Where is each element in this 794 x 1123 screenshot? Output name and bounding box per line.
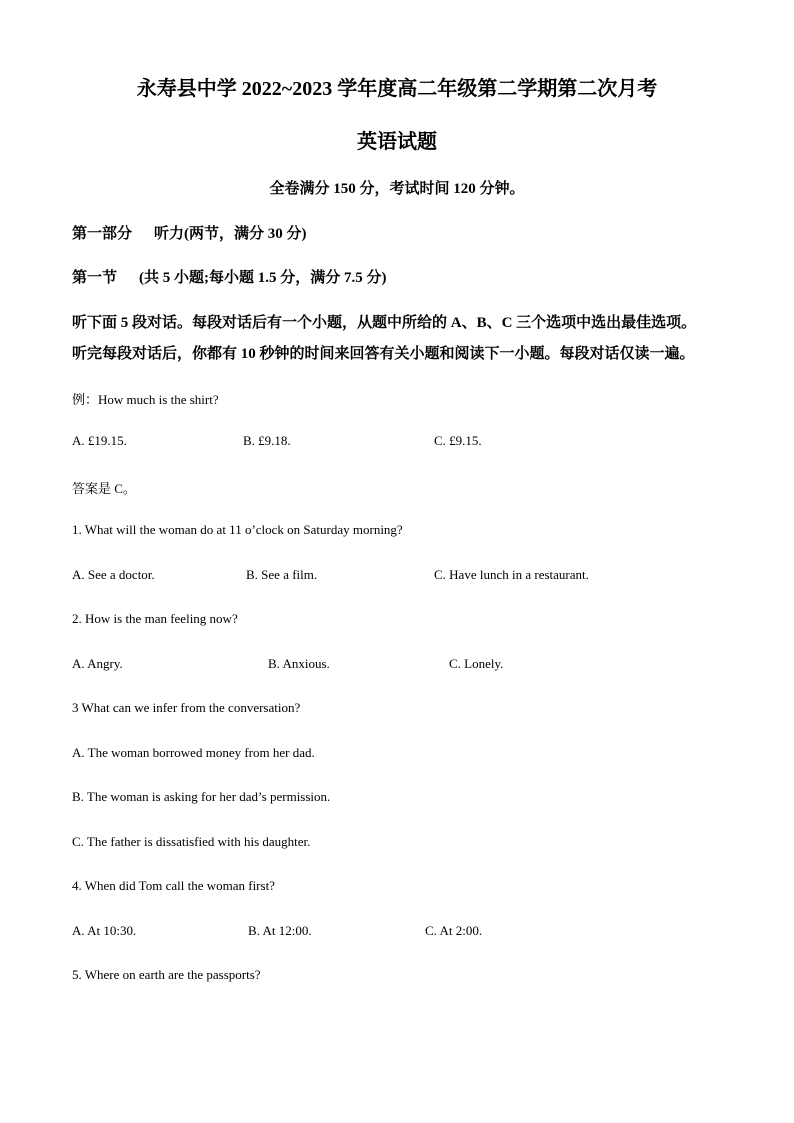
question-1-option-c: C. Have lunch in a restaurant.	[434, 567, 589, 582]
exam-title: 永寿县中学 2022~2023 学年度高二年级第二学期第二次月考	[136, 78, 658, 100]
part1-heading	[72, 222, 307, 243]
question-1-option-b: B. See a film.	[246, 567, 318, 582]
subject-title: 英语试题	[357, 131, 437, 153]
section1-label: 第一节	[72, 270, 118, 286]
question-1-stem: 1. What will the woman do at 11 o’clock on Saturday morning?	[72, 522, 403, 537]
example-option-a: A. £19.15.	[72, 433, 127, 448]
question-5-stem: 5. Where on earth are the passports?	[72, 967, 261, 982]
section1-desc: (共 5 小题;每小题 1.5 分，满分 7.5 分)	[139, 270, 387, 286]
section1-heading	[72, 266, 387, 287]
question-3-option-c: C. The father is dissatisfied with his daughter.	[72, 834, 311, 849]
question-1-option-a: A. See a doctor.	[72, 567, 155, 582]
question-4-option-a: A. At 10:30.	[72, 923, 137, 938]
instruction-line-2: 听完每段对话后，你都有 10 秒钟的时间来回答有关小题和阅读下一小题。每段对话仅读一遍。	[72, 346, 695, 362]
question-3-option-b: B. The woman is asking for her dad’s permission.	[72, 789, 331, 804]
example-option-b: B. £9.18.	[243, 433, 291, 448]
question-3-stem: 3 What can we infer from the conversation?	[72, 700, 301, 715]
question-2-option-c: C. Lonely.	[449, 656, 504, 671]
question-3-option-a: A. The woman borrowed money from her dad.	[72, 745, 315, 760]
example-option-c: C. £9.15.	[434, 433, 482, 448]
example-question: 例：How much is the shirt?	[72, 392, 219, 407]
question-4-stem: 4. When did Tom call the woman first?	[72, 878, 275, 893]
part1-desc: 听力(两节，满分 30 分)	[154, 226, 307, 242]
instruction-line-1: 听下面 5 段对话。每段对话后有一个小题，从题中所给的 A、B、C 三个选项中选出最佳选项。	[72, 315, 697, 331]
example-answer: 答案是 C。	[72, 481, 136, 496]
score-note: 全卷满分 150 分，考试时间 120 分钟。	[269, 181, 525, 197]
question-4-option-b: B. At 12:00.	[248, 923, 312, 938]
question-2-option-b: B. Anxious.	[268, 656, 330, 671]
question-4-option-c: C. At 2:00.	[425, 923, 483, 938]
part1-label: 第一部分	[72, 226, 133, 242]
question-2-option-a: A. Angry.	[72, 656, 123, 671]
question-2-stem: 2. How is the man feeling now?	[72, 611, 238, 626]
